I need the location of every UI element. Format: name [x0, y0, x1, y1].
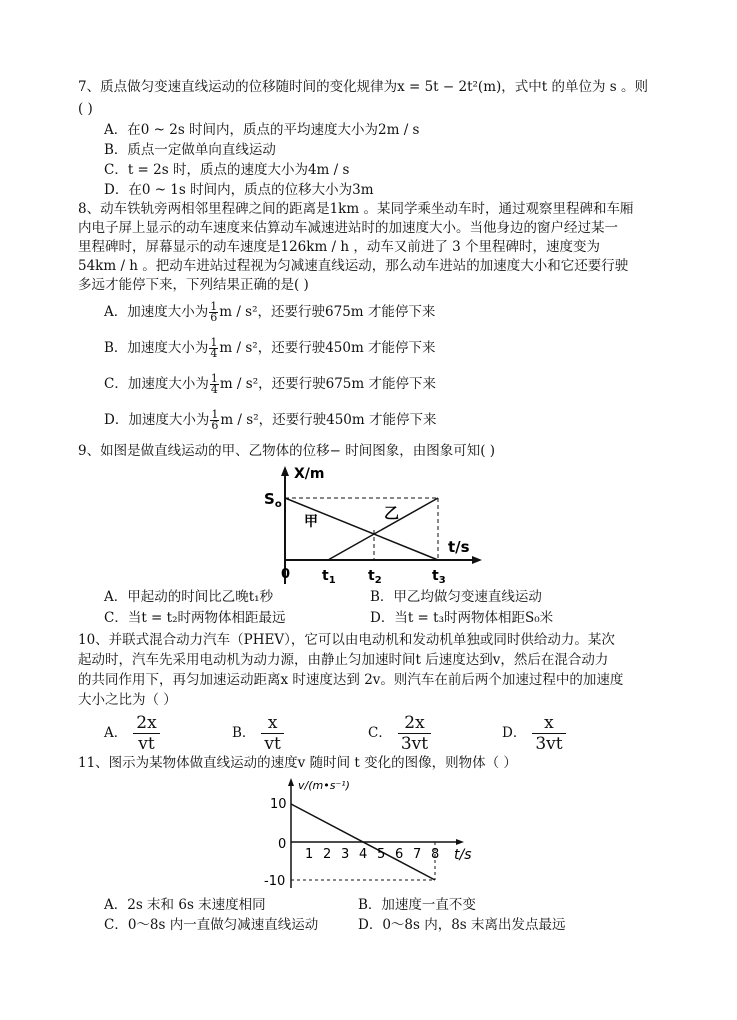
q8-option-a-label: A．加速度大小为 — [104, 304, 209, 320]
q8-line-4: 54km / h 。把动车进站过程视为匀减速直线运动，那么动车进站的加速度大小和它还要行驶 — [78, 258, 629, 274]
q8-option-a — [104, 302, 435, 323]
q10-option-b: B． $\frac{x}{vt}$ — [232, 712, 284, 754]
q11-option-a: A．2s 末和 6s 末速度相同 — [104, 897, 266, 913]
q8-option-b-rest: m / s²，还要行驶450m 才能停下来 — [219, 340, 436, 356]
q11-x-tick-5: 5 — [377, 847, 386, 862]
q9-y-axis-arrow — [281, 466, 289, 476]
q11-y-axis-label: v/(m•s⁻¹) — [298, 779, 350, 792]
q11-option-b: B．加速度一直不变 — [358, 897, 476, 913]
q10-option-c: C． $\frac{2x}{3vt}$ — [368, 712, 431, 754]
q8-line-5: 多远才能停下来，下列结果正确的是( ) — [78, 277, 309, 293]
q8-option-c-rest: m / s²，还要行驶675m 才能停下来 — [219, 376, 436, 392]
q11-x-axis-label: t/s — [454, 847, 472, 863]
q7-option-d: D．在0 ~ 1s 时间内，质点的位移大小为3m — [104, 182, 374, 198]
q11-option-c: C．0～8s 内一直做匀减速直线运动 — [104, 917, 319, 933]
q11-x-tick-4: 4 — [359, 847, 368, 862]
q11-x-tick-8: 8 — [431, 847, 440, 862]
q10-line-4: 大小之比为（ ） — [78, 692, 177, 708]
q10-option-a-fraction: $\frac{2x}{vt}$ — [133, 713, 159, 754]
q11-y-top-label: 10 — [270, 797, 287, 812]
q9-position-time-graph — [258, 462, 488, 592]
q9-t2-label: $t_2$ — [368, 568, 382, 586]
q10-option-a: A． $\frac{2x}{vt}$ — [104, 712, 160, 754]
q11-x-axis-arrow — [456, 839, 464, 845]
q9-yi-line — [328, 498, 438, 560]
q8-option-b — [104, 338, 436, 359]
q8-option-b-label: B．加速度大小为 — [104, 340, 209, 356]
q9-s0-label: $S_o$ — [264, 490, 282, 510]
q7-option-b: B．质点一定做单向直线运动 — [104, 142, 276, 158]
q9-x-axis-arrow — [472, 556, 482, 564]
q9-yi-label: 乙 — [384, 504, 400, 522]
q7-blank: ( ) — [78, 101, 93, 117]
q8-option-d-label: D．加速度大小为 — [104, 412, 210, 428]
q10-option-d: D． $\frac{x}{3vt}$ — [502, 712, 566, 754]
q9-x-axis-label: t/s — [448, 538, 470, 556]
q11-x-tick-2: 2 — [323, 847, 332, 862]
q9-y-axis-label: X/m — [294, 466, 325, 482]
q11-x-tick-7: 7 — [413, 847, 422, 862]
q11-stem: 11、图示为某物体做直线运动的速度v 随时间 t 变化的图像，则物体（ ） — [78, 755, 517, 771]
q11-velocity-time-graph — [258, 776, 488, 896]
q10-option-b-fraction: $\frac{x}{vt}$ — [261, 713, 283, 754]
q8-option-b-fraction: $\frac{1}{4}$ — [210, 336, 218, 360]
q11-y-axis-arrow — [288, 778, 294, 786]
q8-line-2: 内电子屏上显示的动车速度来估算动车减速进站时的加速度大小。当他身边的窗户经过某一 — [78, 220, 618, 236]
q10-line-1: 10、并联式混合动力汽车（PHEV），它可以由电动机和发动机单独或同时供给动力。某次 — [78, 632, 615, 648]
q9-jia-label: 甲 — [304, 514, 318, 530]
q8-option-c-fraction: $\frac{1}{4}$ — [210, 372, 218, 396]
q7-option-c: C．t = 2s 时，质点的速度大小为4m / s — [104, 162, 350, 178]
q11-x-tick-6: 6 — [395, 847, 404, 862]
q10-line-2: 起动时，汽车先采用电动机为动力源，由静止匀加速时间t 后速度达到v，然后在混合动力 — [78, 652, 609, 668]
q8-option-c-label: C．加速度大小为 — [104, 376, 209, 392]
q9-option-b: B．甲乙均做匀变速直线运动 — [370, 589, 542, 605]
q8-line-3: 里程碑时，屏幕显示的动车速度是126km / h ，动车又前进了 3 个里程碑时，速度变为 — [78, 239, 601, 255]
q11-y-bottom-label: -10 — [264, 874, 286, 889]
q9-option-c: C．当t = t₂时两物体相距最远 — [104, 610, 286, 626]
q9-origin-label: 0 — [281, 567, 291, 582]
q8-option-c — [104, 374, 436, 395]
q8-option-d — [104, 410, 436, 431]
q9-t1-label: $t_1$ — [322, 568, 336, 586]
q11-x-tick-labels — [305, 847, 439, 862]
q8-option-a-fraction: $\frac{1}{6}$ — [210, 300, 218, 324]
q9-option-a: A．甲起动的时间比乙晚t₁秒 — [104, 589, 274, 605]
q7-stem: 7、质点做匀变速直线运动的位移随时间的变化规律为x = 5t − 2t²(m)，式中t 的单位为 s 。则 — [78, 79, 648, 95]
q10-option-c-fraction: $\frac{2x}{3vt}$ — [398, 713, 431, 754]
q11-x-tick-1: 1 — [305, 847, 314, 862]
q10-line-3: 的共同作用下，再匀加速运动距离x 时速度达到 2v。则汽车在前后两个加速过程中的加速度 — [78, 672, 624, 688]
q7-option-a: A．在0 ~ 2s 时间内，质点的平均速度大小为2m / s — [104, 122, 420, 138]
q10-option-d-fraction: $\frac{x}{3vt}$ — [532, 713, 565, 754]
q11-origin-label: 0 — [278, 837, 287, 852]
q8-option-a-rest: m / s²，还要行驶675m 才能停下来 — [219, 304, 436, 320]
q11-x-tick-3: 3 — [341, 847, 350, 862]
q8-line-1: 8、动车铁轨旁两相邻里程碑之间的距离是1km 。某同学乘坐动车时，通过观察里程碑和车厢 — [78, 201, 634, 217]
q9-t3-label: $t_3$ — [432, 568, 446, 586]
q8-option-d-fraction: $\frac{1}{6}$ — [211, 408, 219, 432]
q9-option-d: D．当t = t₃时两物体相距S₀米 — [370, 610, 554, 626]
q11-option-d: D．0～8s 内，8s 末离出发点最远 — [358, 917, 566, 933]
q9-stem: 9、如图是做直线运动的甲、乙物体的位移− 时间图象，由图象可知( ) — [78, 443, 496, 459]
q8-option-d-rest: m / s²，还要行驶450m 才能停下来 — [220, 412, 437, 428]
